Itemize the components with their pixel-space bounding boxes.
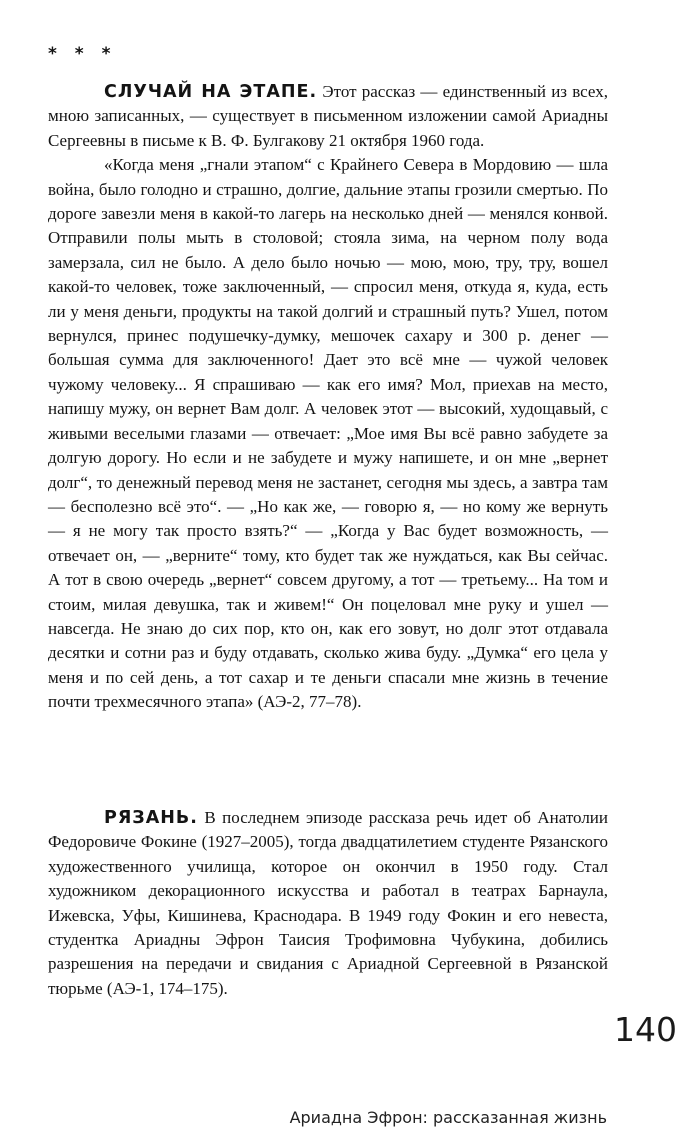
section-heading: РЯЗАНЬ. xyxy=(104,808,198,828)
section-ryazan xyxy=(48,806,608,1001)
page-number: 140 xyxy=(614,1010,677,1049)
running-footer: Ариадна Эфрон: рассказанная жизнь xyxy=(289,1108,607,1127)
section-ornament: * * * xyxy=(48,44,117,64)
paragraph-text: Этот рассказ — единственный из всех, мною записанных, — существует в письменном изложении самой Ариадны Сергеевны в письме к В. Ф. Булгакову 21 октября 1960 года. xyxy=(48,82,609,150)
section-sluchai-na-etape xyxy=(48,80,608,715)
quote-paragraph: «Когда меня „гнали этапом“ с Крайнего Севера в Мордовию — шла война, было голодно и страшно, долгие, дальние этапы грозили смертью. По дороге завезли меня в какой-то лагерь на несколько дней — менялся конвой. Отправили полы мыть в столовой; стояла зима, на черном полу вода замерзала, сил не было. А дело было ночью — мою, мою, тру, тру, вошел какой-то человек, тоже заключенный, — спросил меня, откуда я, куда, есть ли у меня деньги, продукты на такой долгий и страшный путь? Ушел, потом вернулся, принес подушечку-думку, мешочек сахару и 300 р. денег — большая сумма для заключенного! Дает это всё мне — чужой человек чужому человеку... Я спрашиваю — как его имя? Мол, приехав на место, напишу мужу, он вернет Вам долг. А человек этот — высокий, худощавый, с живыми веселыми глазами — отвечает: „Мое имя Вы всё равно забудете за долгую дорогу. Но если и не забудете и мужу напишете, и он мне „вернет долг“, то денежный перевод меня не застанет, сегодня мы здесь, а завтра там — бесполезно всё это“. — „Но как же, — говорю я, — но кому же вернуть — я не могу так просто взять?“ — „Когда у Вас будет возможность, — отвечает он, — „верните“ тому, кто будет так же нуждаться, как Вы сейчас. А тот в свою очередь „вернет“ совсем другому, а тот — третьему... На том и стоим, милая девушка, так и живем!“ Он поцеловал мне руку и ушел — навсегда. Не знаю до сих пор, кто он, как его зовут, но долг этот отдавала десятки и сотни раз и буду отдавать, сколько жива буду. „Думка“ его цела у меня и по сей день, а тот сахар и те деньги спасали мне жизнь в течение почти трехмесячного этапа» (АЭ-2, 77–78). xyxy=(48,155,608,712)
section-paragraph xyxy=(48,806,608,1001)
section-heading: СЛУЧАЙ НА ЭТАПЕ. xyxy=(104,82,318,102)
paragraph-text: В последнем эпизоде рассказа речь идет об Анатолии Федоровиче Фокине (1927–2005), тогда двадцатилетием студенте Рязанского художественного училища, которое он окончил в 1950 году. Стал художником декорационного искусства и работал в театрах Барнаула, Ижевска, Уфы, Кишинева, Краснодара. В 1949 году Фокин и его невеста, студентка Ариадны Эфрон Таисия Трофимовна Чубукина, добились разрешения на передачи и свидания с Ариадной Сергеевной в Рязанской тюрьме (АЭ-1, 174–175). xyxy=(48,808,608,998)
section-paragraph xyxy=(48,80,608,153)
